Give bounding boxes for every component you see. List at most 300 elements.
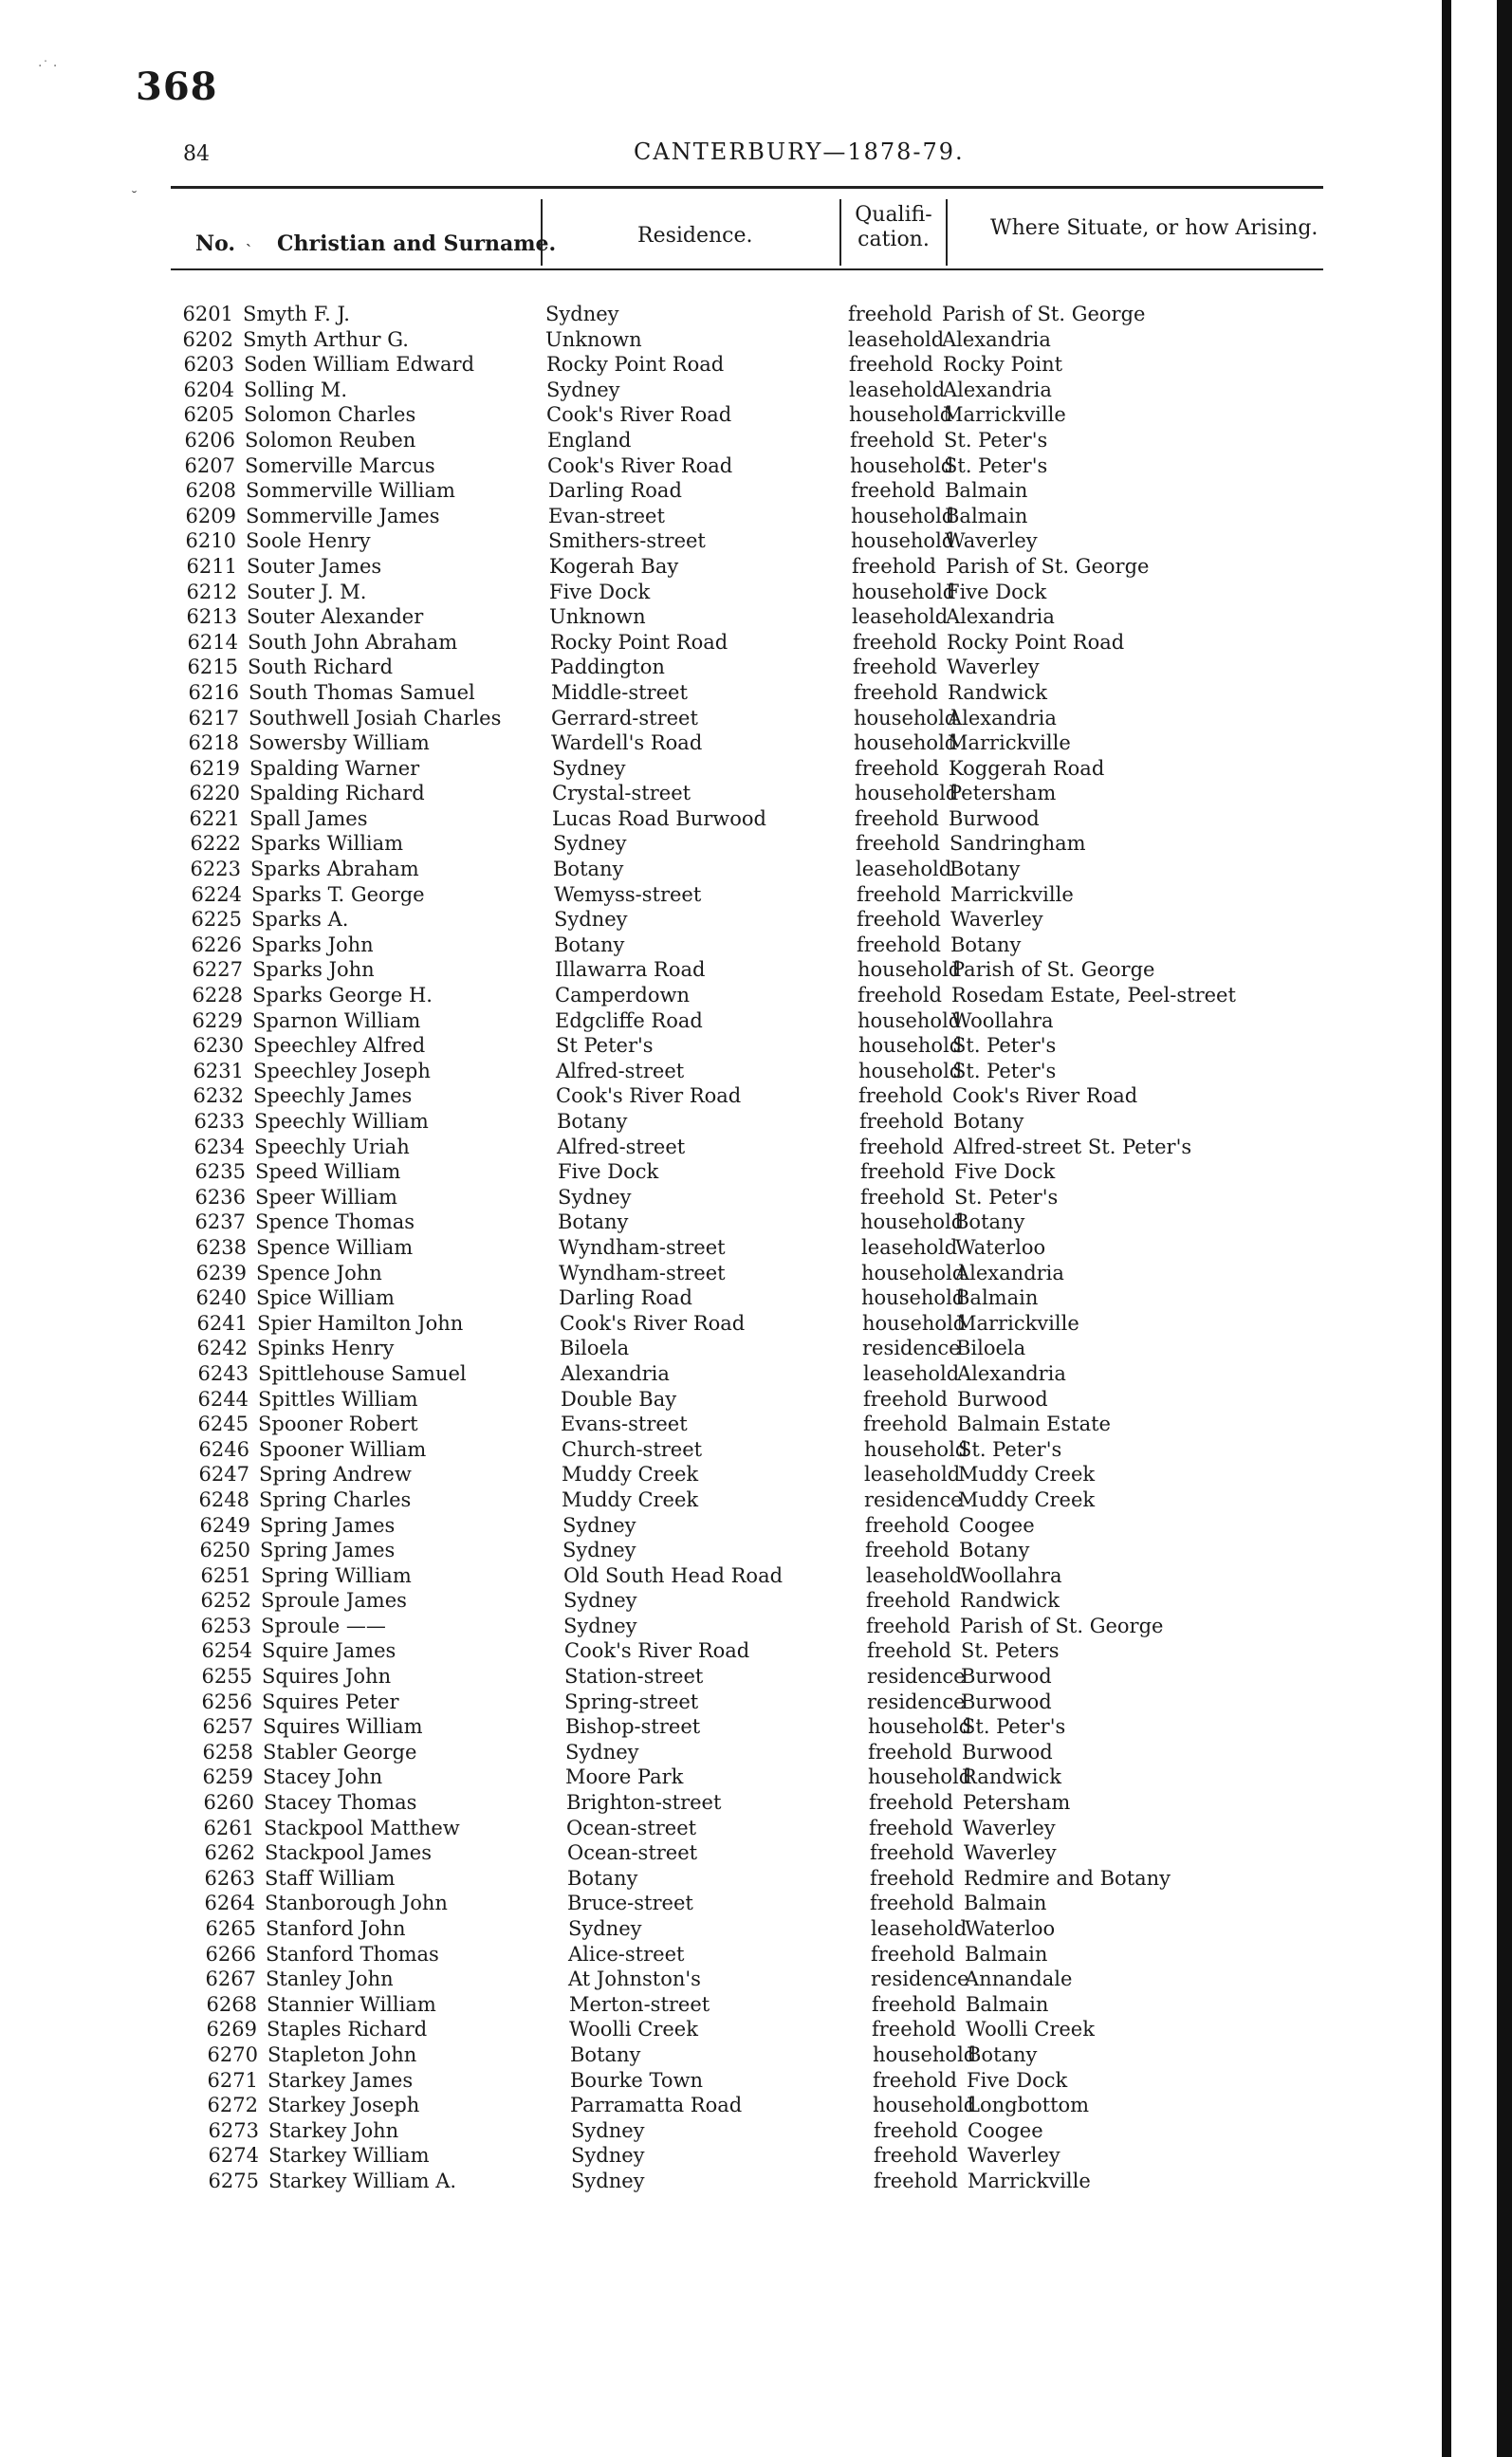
entry-residence: Evan-street bbox=[548, 504, 665, 527]
entry-qualification: household bbox=[855, 782, 959, 805]
entry-residence: Bruce-street bbox=[567, 1892, 693, 1915]
table-row bbox=[0, 933, 1442, 958]
table-row bbox=[0, 831, 1442, 857]
entry-number: 6209 bbox=[185, 504, 236, 527]
entry-name: Spooner William bbox=[259, 1437, 427, 1461]
entry-residence: Sydney bbox=[546, 378, 620, 401]
entry-residence: Edgcliffe Road bbox=[555, 1008, 703, 1032]
table-row bbox=[0, 478, 1442, 504]
table-row bbox=[0, 1210, 1442, 1235]
entry-name: Solomon Charles bbox=[244, 403, 416, 427]
entry-qualification: freehold bbox=[870, 1866, 954, 1890]
entry-number: 6218 bbox=[188, 731, 239, 755]
entry-residence: Wardell's Road bbox=[551, 731, 703, 755]
entry-residence: Cook's River Road bbox=[556, 1084, 742, 1108]
entry-name: Spring James bbox=[260, 1513, 396, 1537]
table-row bbox=[0, 2169, 1442, 2194]
entry-name: Sparks John bbox=[251, 933, 374, 956]
entry-where: Petersham bbox=[963, 1791, 1071, 1815]
entry-qualification: household bbox=[857, 1008, 962, 1032]
entry-number: 6205 bbox=[183, 403, 234, 427]
table-row bbox=[0, 957, 1442, 983]
entry-residence: Paddington bbox=[550, 656, 665, 679]
entry-where: St. Peter's bbox=[954, 1185, 1059, 1209]
table-row bbox=[0, 1462, 1442, 1487]
table-row bbox=[0, 1967, 1442, 1992]
entry-where: St. Peter's bbox=[944, 453, 1048, 477]
entry-residence: Alexandria bbox=[561, 1361, 670, 1385]
entry-qualification: residence bbox=[862, 1337, 961, 1360]
entry-number: 6203 bbox=[183, 353, 234, 377]
entry-number: 6275 bbox=[208, 2169, 259, 2192]
entry-qualification: household bbox=[858, 1059, 963, 1082]
table-row bbox=[0, 327, 1442, 353]
entry-name: Spalding Richard bbox=[249, 782, 425, 805]
entry-number: 6258 bbox=[202, 1740, 253, 1764]
entry-number: 6220 bbox=[189, 782, 240, 805]
entry-name: Starkey William A. bbox=[268, 2169, 457, 2192]
entry-name: South Thomas Samuel bbox=[249, 680, 475, 704]
entry-number: 6246 bbox=[198, 1437, 249, 1461]
entry-where: Waverley bbox=[950, 908, 1043, 932]
entry-residence: Sydney bbox=[568, 1917, 642, 1940]
entry-residence: Cook's River Road bbox=[564, 1639, 750, 1663]
entry-qualification: freehold bbox=[852, 554, 936, 578]
entry-residence: Rocky Point Road bbox=[546, 353, 725, 377]
entry-qualification: leasehold bbox=[861, 1235, 958, 1259]
entry-residence: Gerrard-street bbox=[551, 706, 698, 730]
entry-where: Balmain bbox=[964, 1892, 1047, 1915]
entry-name: Sommerville James bbox=[246, 504, 440, 527]
table-row bbox=[0, 1235, 1442, 1261]
entry-name: Sproule James bbox=[261, 1589, 407, 1613]
entry-qualification: freehold bbox=[855, 806, 939, 830]
entry-qualification: freehold bbox=[857, 933, 941, 956]
table-row bbox=[0, 1840, 1442, 1866]
entry-where: Burwood bbox=[949, 806, 1040, 830]
entry-qualification: leasehold bbox=[871, 1917, 968, 1940]
entry-where: Randwick bbox=[962, 1765, 1061, 1789]
entry-residence: Sydney bbox=[554, 908, 628, 932]
entry-qualification: freehold bbox=[859, 1110, 944, 1133]
entry-name: Sparks William bbox=[250, 832, 404, 856]
entry-residence: Bourke Town bbox=[570, 2068, 703, 2092]
entry-name: Sparks T. George bbox=[251, 882, 425, 906]
table-row bbox=[0, 756, 1442, 782]
entry-name: Starkey Joseph bbox=[267, 2094, 420, 2117]
entry-qualification: leasehold bbox=[852, 605, 949, 629]
entry-number: 6253 bbox=[200, 1614, 251, 1637]
table-row bbox=[0, 1311, 1442, 1337]
entry-residence: Sydney bbox=[563, 1614, 637, 1637]
scan-speckle: ·˙ · bbox=[38, 59, 58, 74]
entry-residence: Alice-street bbox=[568, 1942, 685, 1966]
entry-where: Cook's River Road bbox=[952, 1084, 1138, 1108]
entry-number: 6267 bbox=[205, 1967, 256, 1991]
table-row bbox=[0, 1891, 1442, 1916]
entry-number: 6274 bbox=[208, 2144, 259, 2168]
entry-where: Woolli Creek bbox=[966, 2018, 1095, 2041]
entry-number: 6204 bbox=[183, 378, 234, 401]
table-row bbox=[0, 706, 1442, 731]
entry-where: Koggerah Road bbox=[949, 756, 1105, 780]
entry-name: Stanford Thomas bbox=[266, 1942, 439, 1966]
entry-number: 6243 bbox=[197, 1361, 249, 1385]
table-row bbox=[0, 1083, 1442, 1109]
entry-number: 6227 bbox=[192, 958, 243, 982]
entry-number: 6240 bbox=[195, 1286, 247, 1310]
entry-number: 6225 bbox=[191, 908, 242, 932]
table-row bbox=[0, 907, 1442, 933]
entry-name: Sparks John bbox=[252, 958, 375, 982]
entry-number: 6223 bbox=[190, 858, 241, 881]
entry-qualification: freehold bbox=[857, 908, 941, 932]
entry-where: Woollahra bbox=[951, 1008, 1054, 1032]
entry-name: Spence Thomas bbox=[255, 1210, 415, 1234]
entry-residence: Wyndham-street bbox=[559, 1235, 726, 1259]
entry-residence: Ocean-street bbox=[566, 1816, 697, 1839]
entry-qualification: freehold bbox=[866, 1589, 950, 1613]
entry-number: 6249 bbox=[199, 1513, 250, 1537]
entry-name: Squires Peter bbox=[262, 1690, 399, 1713]
entry-where: Longbottom bbox=[967, 2094, 1090, 2117]
entry-name: Speechly William bbox=[254, 1110, 429, 1133]
entry-number: 6201 bbox=[182, 303, 233, 325]
table-row bbox=[0, 1942, 1442, 1967]
entry-number: 6212 bbox=[186, 580, 237, 603]
entry-qualification: freehold bbox=[868, 1740, 952, 1764]
entry-qualification: household bbox=[852, 580, 956, 603]
entry-name: Spice William bbox=[256, 1286, 395, 1310]
table-row bbox=[0, 2118, 1442, 2144]
entry-residence: Sydney bbox=[545, 303, 619, 325]
entry-where: Alexandria bbox=[948, 706, 1057, 730]
table-row bbox=[0, 504, 1442, 529]
entry-name: Starkey James bbox=[267, 2068, 414, 2092]
table-row bbox=[0, 528, 1442, 554]
entry-qualification: freehold bbox=[871, 1942, 955, 1966]
entry-name: Spalding Warner bbox=[249, 756, 420, 780]
entry-name: Stackpool Matthew bbox=[264, 1816, 460, 1839]
entry-number: 6231 bbox=[193, 1059, 244, 1082]
entry-name: Stanford John bbox=[266, 1917, 406, 1940]
entry-residence: Sydney bbox=[553, 832, 627, 856]
electoral-roll-list bbox=[0, 302, 1442, 2194]
entry-where: Botany bbox=[950, 858, 1021, 881]
entry-number: 6233 bbox=[194, 1110, 245, 1133]
table-row bbox=[0, 806, 1442, 832]
entry-qualification: freehold bbox=[856, 832, 940, 856]
entry-number: 6228 bbox=[192, 984, 243, 1007]
entry-residence: Brighton-street bbox=[566, 1791, 722, 1815]
entry-qualification: household bbox=[850, 453, 954, 477]
entry-where: Five Dock bbox=[946, 580, 1047, 603]
table-row bbox=[0, 2143, 1442, 2169]
entry-name: Speechly James bbox=[253, 1084, 413, 1108]
entry-residence: At Johnston's bbox=[568, 1967, 701, 1991]
entry-qualification: household bbox=[861, 1261, 966, 1284]
entry-name: Spooner Robert bbox=[258, 1413, 418, 1436]
entry-number: 6242 bbox=[196, 1337, 248, 1360]
entry-name: South John Abraham bbox=[248, 630, 458, 654]
entry-number: 6202 bbox=[182, 327, 233, 351]
next-page-edge bbox=[1451, 0, 1497, 2457]
entry-residence: Old South Head Road bbox=[563, 1563, 784, 1587]
entry-where: Alexandria bbox=[955, 1261, 1064, 1284]
entry-number: 6237 bbox=[194, 1210, 246, 1234]
table-row bbox=[0, 1866, 1442, 1892]
entry-name: Stackpool James bbox=[265, 1841, 433, 1865]
entry-name: Spring Charles bbox=[259, 1487, 412, 1511]
entry-number: 6271 bbox=[207, 2068, 258, 2092]
entry-qualification: residence bbox=[871, 1967, 969, 1991]
table-row bbox=[0, 1109, 1442, 1135]
entry-qualification: freehold bbox=[849, 353, 933, 377]
entry-name: Starkey William bbox=[268, 2144, 430, 2168]
table-row bbox=[0, 781, 1442, 806]
entry-name: Spence William bbox=[256, 1235, 414, 1259]
entry-residence: Parramatta Road bbox=[570, 2094, 743, 2117]
entry-name: Spittlehouse Samuel bbox=[258, 1361, 467, 1385]
entry-qualification: freehold bbox=[857, 882, 941, 906]
entry-where: Balmain Estate bbox=[957, 1413, 1111, 1436]
entry-where: Five Dock bbox=[967, 2068, 1068, 2092]
entry-name: Sommerville William bbox=[246, 479, 455, 503]
entry-qualification: leasehold bbox=[849, 378, 946, 401]
entry-qualification: residence bbox=[867, 1690, 966, 1713]
entry-where: Marrickville bbox=[956, 1311, 1079, 1335]
entry-qualification: freehold bbox=[867, 1639, 951, 1663]
entry-number: 6251 bbox=[200, 1563, 251, 1587]
entry-where: Burwood bbox=[961, 1690, 1052, 1713]
scan-mark: ˘ bbox=[131, 190, 138, 205]
entry-name: Sparnon William bbox=[252, 1008, 421, 1032]
table-row bbox=[0, 983, 1442, 1008]
entry-name: Souter J. M. bbox=[247, 580, 367, 603]
entry-residence: Cook's River Road bbox=[560, 1311, 746, 1335]
entry-number: 6269 bbox=[206, 2018, 257, 2041]
entry-where: Parish of St. George bbox=[960, 1614, 1164, 1637]
entry-residence: Double Bay bbox=[561, 1387, 677, 1411]
entry-qualification: freehold bbox=[872, 1992, 956, 2016]
entry-number: 6219 bbox=[189, 756, 240, 780]
entry-residence: Darling Road bbox=[548, 479, 682, 503]
entry-residence: Wyndham-street bbox=[559, 1261, 726, 1284]
entry-where: Alexandria bbox=[943, 378, 1052, 401]
entry-name: Stanborough John bbox=[265, 1892, 448, 1915]
entry-qualification: freehold bbox=[870, 1892, 954, 1915]
entry-number: 6235 bbox=[194, 1160, 246, 1184]
entry-where: Parish of St. George bbox=[946, 554, 1150, 578]
entry-number: 6259 bbox=[202, 1765, 253, 1789]
entry-number: 6248 bbox=[198, 1487, 249, 1511]
table-row bbox=[0, 1487, 1442, 1513]
entry-where: Alfred-street St. Peter's bbox=[953, 1135, 1192, 1158]
entry-where: St. Peter's bbox=[962, 1715, 1066, 1739]
entry-qualification: freehold bbox=[853, 630, 937, 654]
entry-name: Smyth F. J. bbox=[243, 303, 350, 325]
entry-number: 6211 bbox=[186, 554, 237, 578]
entry-where: Waverley bbox=[945, 529, 1038, 553]
entry-name: Spier Hamilton John bbox=[257, 1311, 464, 1335]
entry-qualification: freehold bbox=[857, 984, 942, 1007]
table-row bbox=[0, 1538, 1442, 1563]
entry-qualification: household bbox=[854, 731, 958, 755]
table-row bbox=[0, 378, 1442, 403]
entry-residence: Crystal-street bbox=[552, 782, 691, 805]
column-header-qualification: Qualifi- cation. bbox=[855, 203, 932, 251]
header-tick-mark: ˎ bbox=[246, 228, 251, 248]
table-row bbox=[0, 1790, 1442, 1816]
entry-where: Balmain bbox=[965, 1942, 1048, 1966]
column-header-residence: Residence. bbox=[637, 224, 753, 248]
entry-qualification: leasehold bbox=[864, 1463, 961, 1487]
entry-number: 6252 bbox=[200, 1589, 251, 1613]
entry-name: Speechly Uriah bbox=[254, 1135, 410, 1158]
sub-page-number: 84 bbox=[183, 142, 210, 166]
entry-where: Waverley bbox=[947, 656, 1040, 679]
table-row bbox=[0, 1563, 1442, 1589]
entry-residence: Sydney bbox=[562, 1513, 636, 1537]
entry-where: Biloela bbox=[956, 1337, 1026, 1360]
entry-number: 6268 bbox=[206, 1992, 257, 2016]
entry-qualification: leasehold bbox=[856, 858, 952, 881]
entry-qualification: freehold bbox=[858, 1084, 943, 1108]
entry-name: Stapleton John bbox=[267, 2042, 417, 2066]
table-row bbox=[0, 453, 1442, 479]
entry-where: Coogee bbox=[959, 1513, 1035, 1537]
entry-residence: Muddy Creek bbox=[562, 1463, 699, 1487]
entry-residence: Unknown bbox=[545, 327, 642, 351]
entry-residence: Station-street bbox=[564, 1665, 704, 1689]
entry-number: 6238 bbox=[195, 1235, 247, 1259]
entry-name: Spring Andrew bbox=[259, 1463, 412, 1487]
entry-qualification: freehold bbox=[850, 428, 934, 452]
entry-residence: Unknown bbox=[549, 605, 646, 629]
entry-name: Spittles William bbox=[258, 1387, 418, 1411]
entry-residence: Evans-street bbox=[561, 1413, 688, 1436]
entry-where: Muddy Creek bbox=[958, 1463, 1096, 1487]
table-row bbox=[0, 655, 1442, 680]
entry-where: Balmain bbox=[955, 1286, 1039, 1310]
entry-where: Marrickville bbox=[948, 731, 1071, 755]
entry-residence: Five Dock bbox=[558, 1160, 659, 1184]
entry-where: Balmain bbox=[945, 504, 1028, 527]
entry-qualification: household bbox=[851, 504, 955, 527]
entry-qualification: household bbox=[851, 529, 955, 553]
entry-number: 6266 bbox=[205, 1942, 256, 1966]
entry-residence: Illawarra Road bbox=[555, 958, 706, 982]
entry-where: St. Peter's bbox=[958, 1437, 1062, 1461]
entry-number: 6245 bbox=[197, 1413, 249, 1436]
entry-where: Parish of St. George bbox=[942, 303, 1146, 325]
entry-where: Botany bbox=[959, 1539, 1030, 1562]
entry-residence: Darling Road bbox=[559, 1286, 692, 1310]
entry-qualification: household bbox=[854, 706, 958, 730]
table-row bbox=[0, 1714, 1442, 1740]
entry-number: 6224 bbox=[191, 882, 242, 906]
header-top-rule bbox=[171, 186, 1323, 189]
header-bottom-rule bbox=[171, 268, 1323, 270]
entry-where: Alexandria bbox=[942, 327, 1051, 351]
entry-qualification: freehold bbox=[848, 303, 932, 325]
entry-number: 6265 bbox=[205, 1917, 256, 1940]
entry-qualification: household bbox=[862, 1311, 967, 1335]
entry-name: Sparks A. bbox=[251, 908, 349, 932]
table-row bbox=[0, 1285, 1442, 1311]
table-row bbox=[0, 857, 1442, 882]
table-row bbox=[0, 1638, 1442, 1664]
entry-qualification: freehold bbox=[853, 656, 937, 679]
entry-qualification: leasehold bbox=[863, 1361, 960, 1385]
entry-where: Coogee bbox=[968, 2118, 1043, 2142]
entry-name: Spinks Henry bbox=[257, 1337, 395, 1360]
entry-name: Speed William bbox=[255, 1160, 401, 1184]
table-row bbox=[0, 1664, 1442, 1690]
table-row bbox=[0, 352, 1442, 378]
table-row bbox=[0, 1690, 1442, 1715]
entry-number: 6264 bbox=[204, 1892, 255, 1915]
entry-where: Sandringham bbox=[950, 832, 1086, 856]
entry-where: Alexandria bbox=[957, 1361, 1066, 1385]
entry-residence: Alfred-street bbox=[556, 1059, 685, 1082]
table-row bbox=[0, 1513, 1442, 1539]
entry-number: 6256 bbox=[201, 1690, 252, 1713]
table-row bbox=[0, 1437, 1442, 1463]
entry-number: 6270 bbox=[207, 2042, 258, 2066]
table-row bbox=[0, 554, 1442, 580]
page-number: 368 bbox=[136, 65, 218, 109]
entry-name: Souter Alexander bbox=[247, 605, 424, 629]
entry-name: South Richard bbox=[248, 656, 394, 679]
entry-qualification: freehold bbox=[870, 1841, 954, 1865]
entry-where: Burwood bbox=[962, 1740, 1053, 1764]
entry-name: Squires John bbox=[262, 1665, 392, 1689]
table-row bbox=[0, 2068, 1442, 2094]
table-row bbox=[0, 1992, 1442, 2018]
table-row bbox=[0, 428, 1442, 453]
table-row bbox=[0, 1588, 1442, 1614]
entry-residence: Botany bbox=[558, 1210, 629, 1234]
entry-number: 6257 bbox=[202, 1715, 253, 1739]
entry-qualification: household bbox=[857, 958, 962, 982]
entry-residence: Sydney bbox=[571, 2118, 645, 2142]
entry-number: 6207 bbox=[184, 453, 235, 477]
entry-qualification: household bbox=[864, 1437, 968, 1461]
entry-number: 6210 bbox=[185, 529, 236, 553]
entry-residence: Alfred-street bbox=[557, 1135, 686, 1158]
table-row bbox=[0, 1135, 1442, 1160]
table-row bbox=[0, 1033, 1442, 1059]
entry-qualification: freehold bbox=[869, 1816, 953, 1839]
entry-residence: Spring-street bbox=[564, 1690, 699, 1713]
table-row bbox=[0, 1916, 1442, 1942]
entry-number: 6273 bbox=[208, 2118, 259, 2142]
entry-residence: Woolli Creek bbox=[569, 2018, 698, 2041]
table-row bbox=[0, 402, 1442, 428]
table-row bbox=[0, 2093, 1442, 2118]
entry-qualification: freehold bbox=[863, 1413, 948, 1436]
entry-residence: Botany bbox=[567, 1866, 638, 1890]
entry-residence: Sydney bbox=[563, 1589, 637, 1613]
entry-number: 6236 bbox=[194, 1185, 246, 1209]
entry-name: Spall James bbox=[249, 806, 368, 830]
entry-where: St. Peter's bbox=[952, 1034, 1057, 1058]
entry-residence: Sydney bbox=[571, 2144, 645, 2168]
entry-name: Staples Richard bbox=[267, 2018, 428, 2041]
entry-qualification: household bbox=[868, 1765, 972, 1789]
entry-where: Parish of St. George bbox=[951, 958, 1155, 982]
